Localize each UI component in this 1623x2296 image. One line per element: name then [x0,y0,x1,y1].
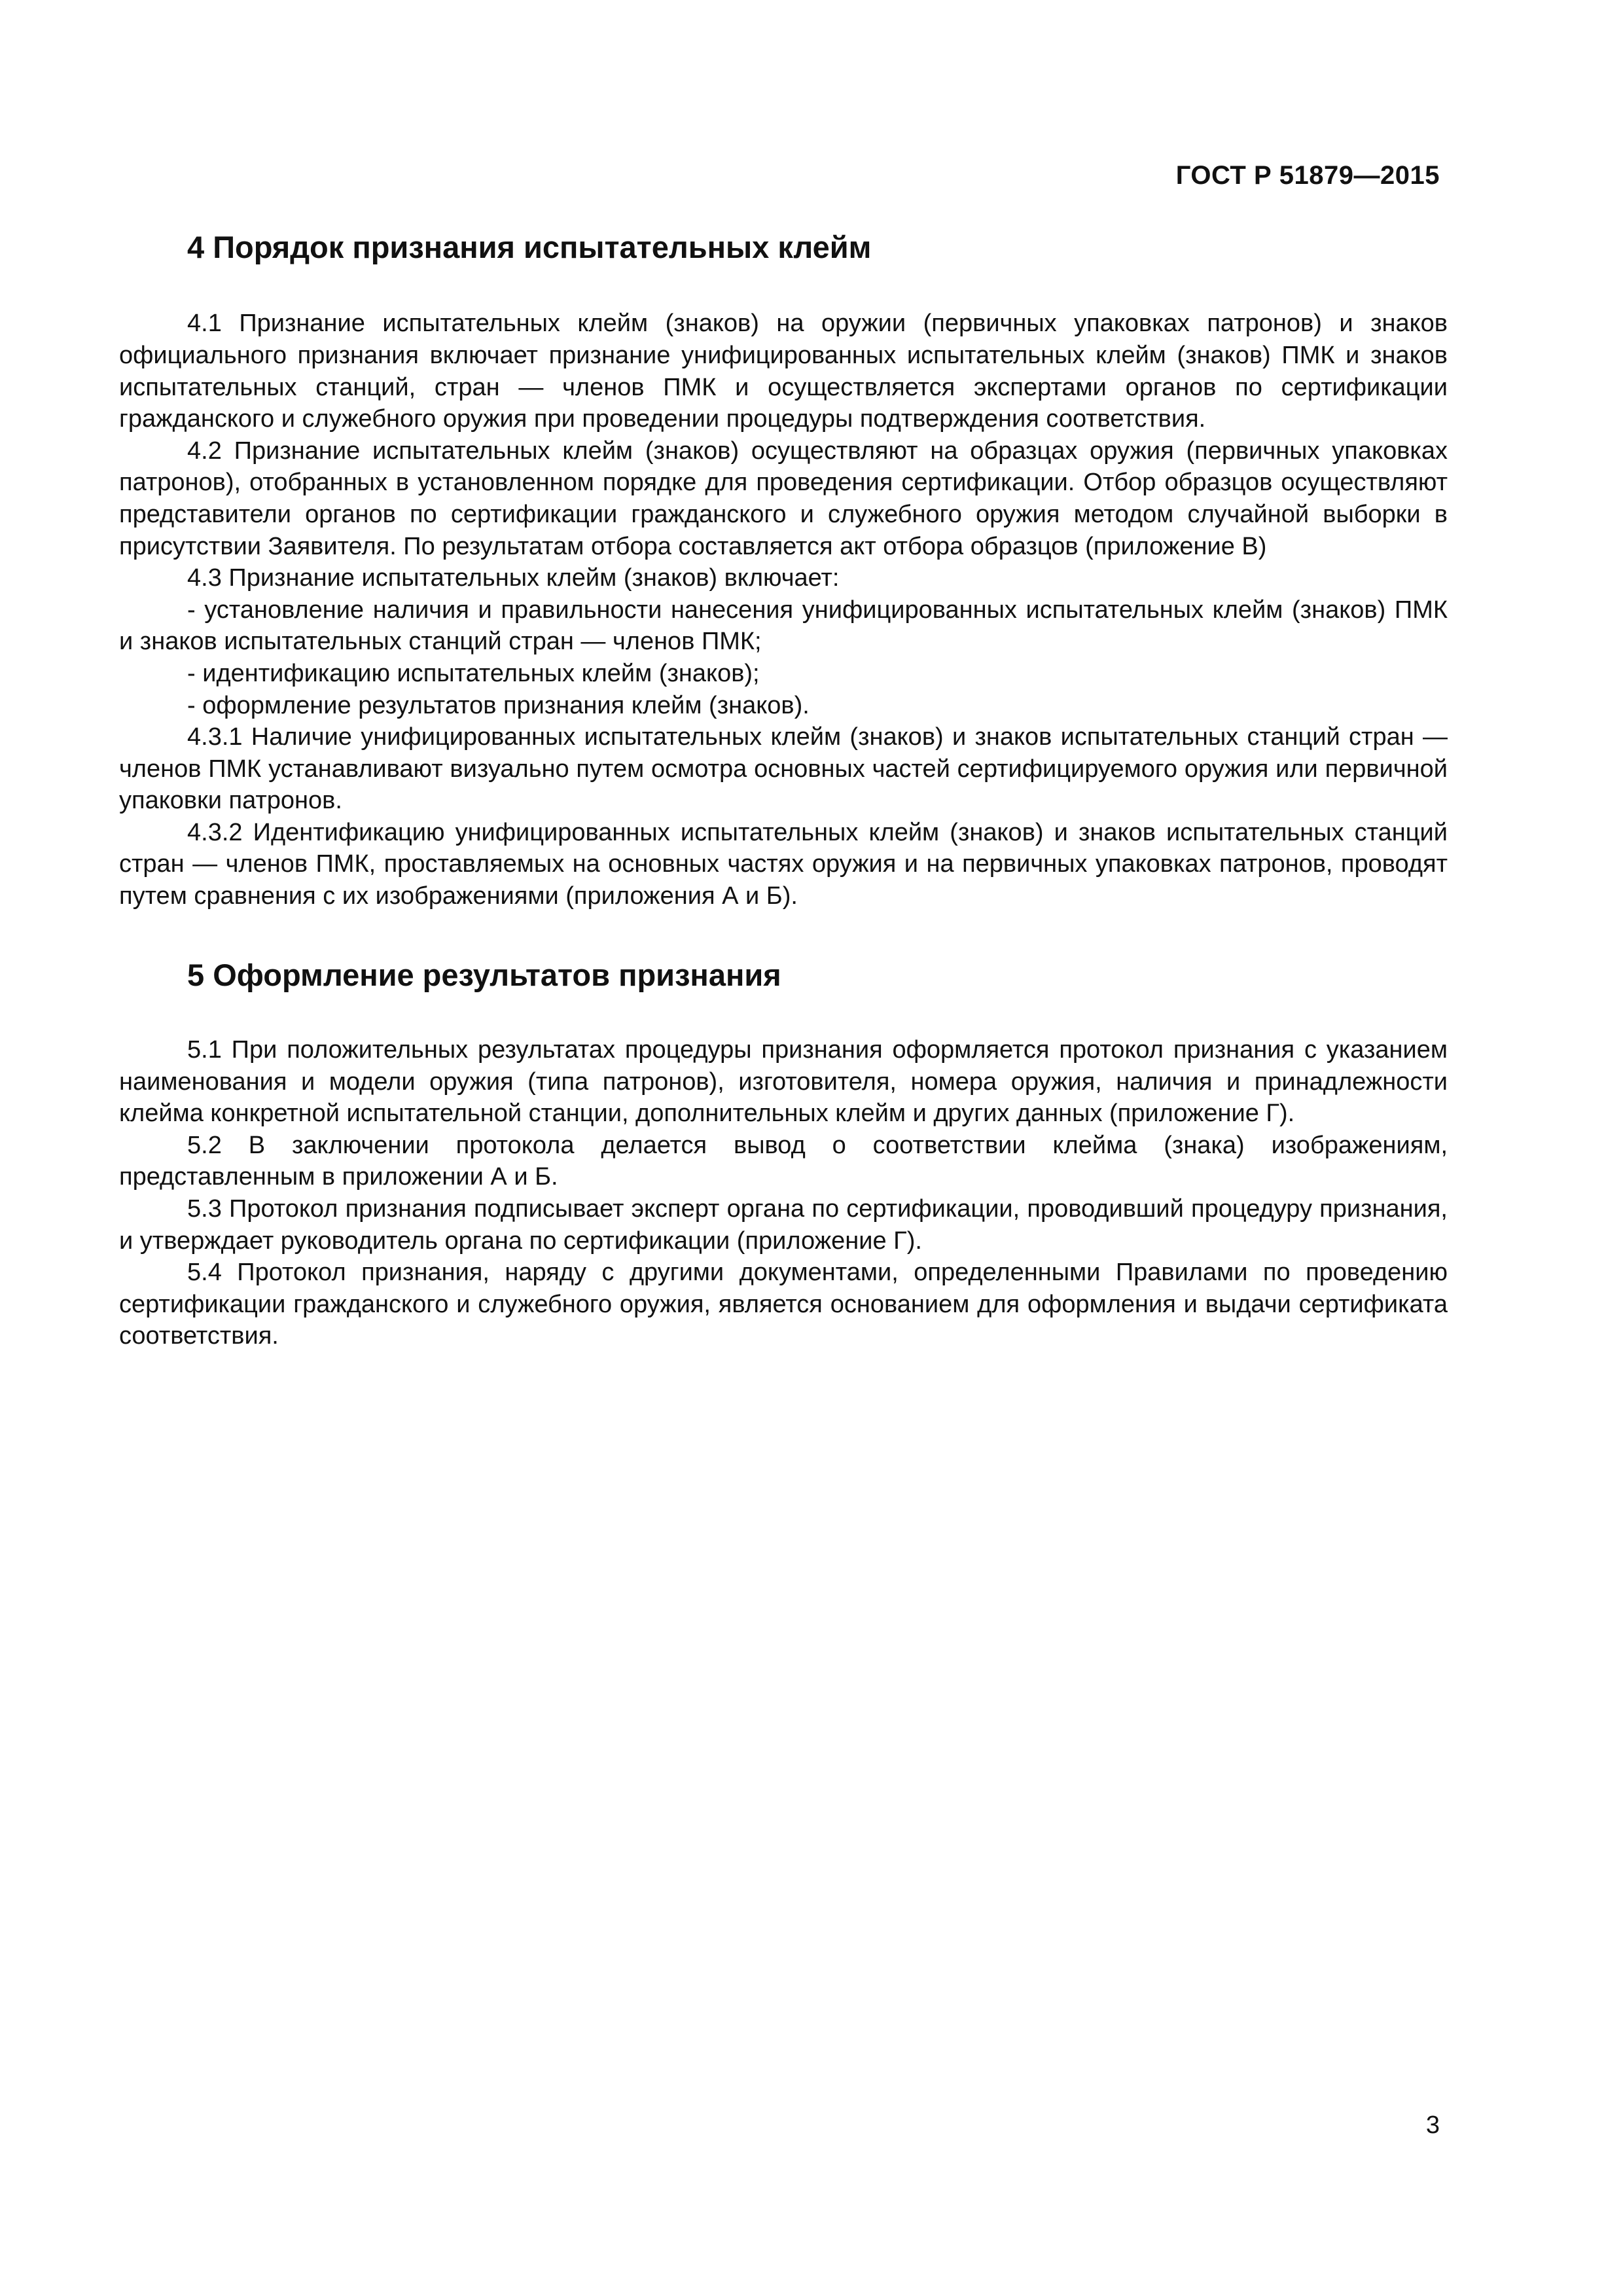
list-item: - установление наличия и правильности нанесения унифицированных испытательных клейм (знаков) ПМК и знаков испытательных станций стран — членов ПМК; [119,596,1448,656]
paragraph-5-1: 5.1 При положительных результатах процедуры признания оформляется протокол признания с указанием наименования и модели оружия (типа патронов), изготовителя, номера оружия, наличия и принадлежности клейма конкретной испытательной станции, дополнительных клейм и других данных (приложение Г). [119,1036,1448,1128]
list-item: - оформление результатов признания клейм (знаков). [187,691,810,719]
paragraph-5-3: 5.3 Протокол признания подписывает эксперт органа по сертификации, проводивший процедуру признания, и утверждает руководитель органа по сертификации (приложение Г). [119,1195,1448,1255]
paragraph-4-3-2: 4.3.2 Идентификацию унифицированных испытательных клейм (знаков) и знаков испытательных станций стран — членов ПМК, проставляемых на основных частях оружия и на первичных упаковках патронов, проводят путем сравнения с их изображениями (приложения А и Б). [119,818,1448,910]
paragraph-4-3: 4.3 Признание испытательных клейм (знаков) включает: [187,564,840,592]
document-body [119,229,1448,1352]
paragraph-5-2: 5.2 В заключении протокола делается вывод о соответствии клейма (знака) изображениям, представленным в приложении А и Б. [119,1131,1448,1191]
paragraph-4-1: 4.1 Признание испытательных клейм (знаков) на оружии (первичных упаковках патронов) и знаков официального признания включает признание унифицированных испытательных клейм (знаков) ПМК и знаков испытательных станций, стран — членов ПМК и осуществляется экспертами органов по сертификации гражданского и служебного оружия при проведении процедуры подтверждения соответствия. [119,310,1448,433]
list-item: - идентификацию испытательных клейм (знаков); [187,659,760,687]
paragraph-5-4: 5.4 Протокол признания, наряду с другими документами, определенными Правилами по проведению сертификации гражданского и служебного оружия, является основанием для оформления и выдачи сертификата соответствия. [119,1259,1448,1350]
section-5-title: 5 Оформление результатов признания [187,957,781,992]
section-4-title: 4 Порядок признания испытательных клейм [187,230,872,264]
paragraph-4-3-1: 4.3.1 Наличие унифицированных испытательных клейм (знаков) и знаков испытательных станций стран — членов ПМК устанавливают визуально путем осмотра основных частей сертифицируемого оружия или первичной упаковки патронов. [119,723,1448,815]
page-number: 3 [1425,2111,1440,2139]
document-code: ГОСТ Р 51879—2015 [1175,161,1440,190]
paragraph-4-2: 4.2 Признание испытательных клейм (знаков) осуществляют на образцах оружия (первичных упаковках патронов), отобранных в установленном порядке для проведения сертификации. Отбор образцов осуществляют представители органов по сертификации гражданского и служебного оружия методом случайной выборки в присутствии Заявителя. По результатам отбора составляется акт отбора образцов (приложение В) [119,437,1448,560]
